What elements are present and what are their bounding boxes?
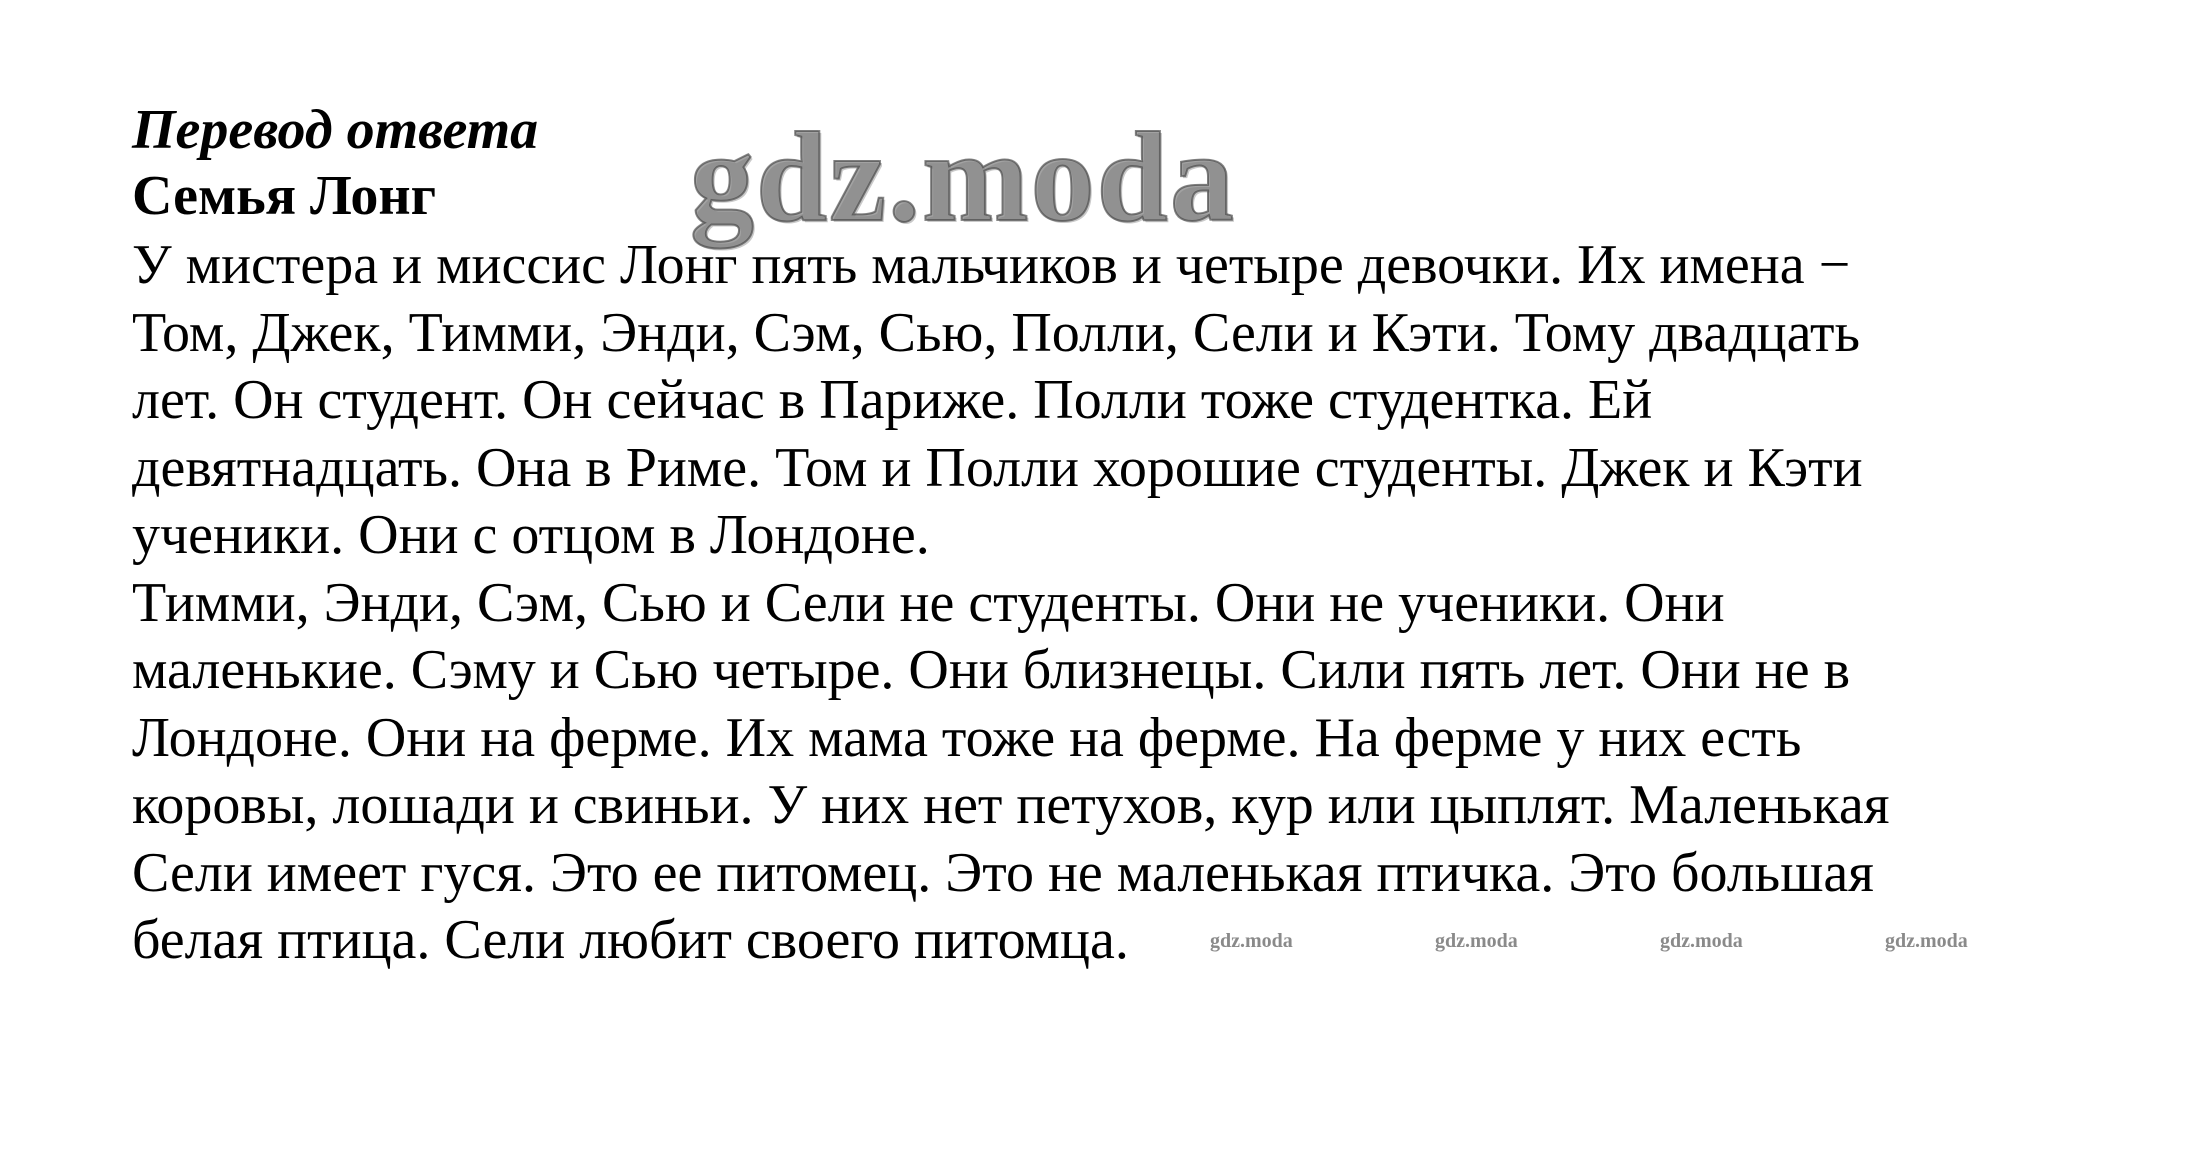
watermark-logo: gdz.moda: [690, 106, 1236, 248]
text-line: Сели имеет гуся. Это ее питомец. Это не маленькая птичка. Это большая: [132, 841, 1874, 904]
text-line: маленькие. Сэму и Сью четыре. Они близнецы. Сили пять лет. Они не в: [132, 639, 1851, 701]
text-line: белая птица. Сели любит своего питомца.: [132, 909, 1129, 971]
text-title: Семья Лонг: [132, 165, 437, 227]
watermark-small: gdz.moda: [1210, 930, 1293, 952]
text-line: коровы, лошади и свиньи. У них нет петухов, кур или цыплят. Маленькая: [132, 774, 1890, 836]
text-line: лет. Он студент. Он сейчас в Париже. Полли тоже студентка. Ей: [132, 369, 1653, 431]
text-line: У мистера и миссис Лонг пять мальчиков и четыре девочки. Их имена −: [132, 234, 1851, 296]
text-line: ученики. Они с отцом в Лондоне.: [132, 504, 930, 566]
watermark-small: gdz.moda: [1435, 930, 1518, 952]
text-line: Тимми, Энди, Сэм, Сью и Сели не студенты. Они не ученики. Они: [132, 571, 1725, 634]
text-line: Лондоне. Они на ферме. Их мама тоже на ферме. На ферме у них есть: [132, 706, 1802, 769]
body-text: [132, 232, 2132, 975]
text-line: девятнадцать. Она в Риме. Том и Полли хорошие студенты. Джек и Кэти: [132, 436, 1863, 499]
watermark-small: gdz.moda: [1885, 930, 1968, 952]
watermark-small: gdz.moda: [1660, 930, 1743, 952]
text-line: Том, Джек, Тимми, Энди, Сэм, Сью, Полли, Сели и Кэти. Тому двадцать: [132, 301, 1861, 364]
translation-heading: Перевод ответа: [132, 99, 539, 161]
